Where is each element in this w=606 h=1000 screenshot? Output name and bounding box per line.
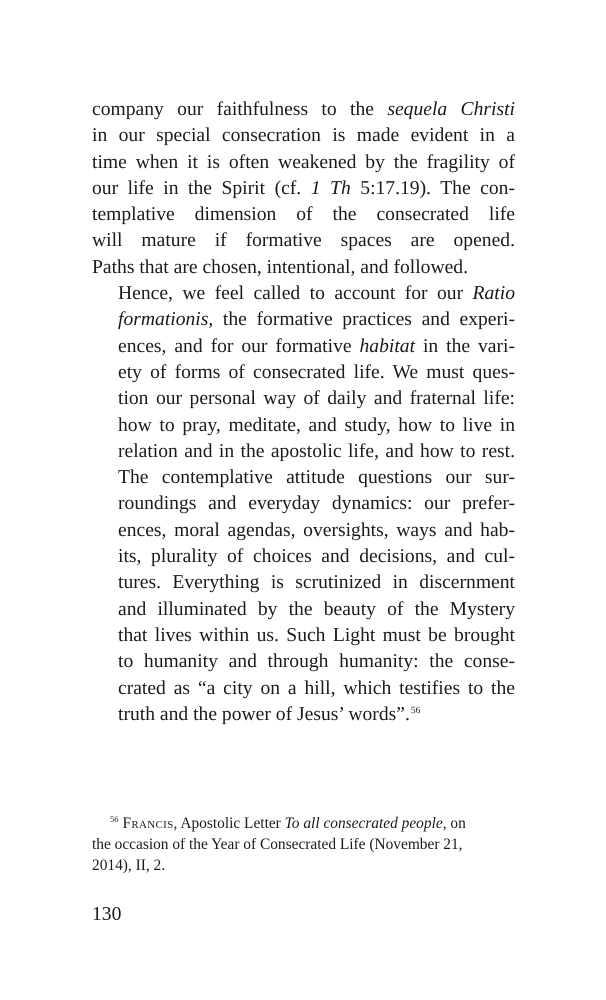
text-run: truth and the power of Jesus’ words”. [118,703,410,725]
text-run: will mature if formative spaces are opened. [92,230,515,252]
footnote-line-3: 2014), II, 2. [92,857,166,874]
text-line [92,465,515,491]
page-number: 130 [92,904,122,925]
text-run: in our special consecration is made evident in a [92,125,515,147]
italic-text-run: sequela Christi [387,99,516,120]
text-line [92,307,515,333]
text-line [92,491,515,517]
text-run: time when it is often weakened by the fragility of [92,151,515,173]
text-line [92,649,515,675]
text-line [92,623,515,649]
text-line [92,97,515,123]
text-line [92,439,515,465]
italic-text-run: formationis [118,309,209,331]
text-run: roundings and everyday dynamics: our prefer- [118,493,515,515]
text-line [92,228,515,254]
text-run: our life in the Spirit (cf. [92,177,311,199]
text-line [92,518,515,544]
footnote-line-1 [92,813,515,834]
text-line [92,386,515,412]
text-line [92,570,515,596]
text-run: tures. Everything is scrutinized in discernment [118,572,515,594]
text-run: crated as “a city on a hill, which testifies to the [118,677,515,699]
text-line [92,281,515,307]
text-run: The contemplative attitude questions our sur- [118,467,515,489]
text-run: Paths that are chosen, intentional, and followed. [92,256,468,278]
footnote-author: Francis [122,815,174,832]
text-run: ety of forms of consecrated life. We must ques- [118,361,515,383]
text-run: ences, and for our formative [118,335,360,357]
text-run: relation and in the apostolic life, and how to rest. [118,440,515,462]
text-run: 5:17.19). The con- [350,177,515,199]
text-run: that lives within us. Such Light must be brought [118,624,515,646]
text-line [92,544,515,570]
footnote-title: To all consecrated people [284,815,443,832]
footnote-number: 56 [110,814,119,825]
footnote-reference[interactable]: 56 [410,705,421,716]
text-run: to humanity and through humanity: the conse- [118,651,515,673]
text-run: , the formative practices and experi- [208,309,515,331]
paragraph-2 [92,281,515,728]
paragraph-1 [92,97,515,281]
text-line [92,676,515,702]
text-line [92,334,515,360]
text-run: how to pray, meditate, and study, how to live in [118,414,515,436]
text-line [92,150,515,176]
footnote [92,813,515,876]
text-run: templative dimension of the consecrated life [92,204,515,226]
text-line [92,176,515,202]
text-line [92,597,515,623]
footnote-text-tail: , on [442,815,466,832]
text-run: company our faithfulness to the [92,99,388,120]
italic-text-run: Ratio [472,283,515,305]
footnote-text-part: , Apostolic Letter [173,815,285,832]
text-line [92,255,515,281]
text-run: ences, moral agendas, oversights, ways and hab- [118,519,515,541]
text-line [92,360,515,386]
text-line [92,123,515,149]
text-run: Hence, we feel called to account for our [118,283,473,305]
text-run: in the vari- [415,335,515,357]
italic-text-run: 1 Th [310,177,351,199]
text-run: tion our personal way of daily and fraternal life: [118,388,515,410]
text-line [92,413,515,439]
text-line [92,202,515,228]
text-line [92,702,515,728]
footnote-line-2: the occasion of the Year of Consecrated Life (November 21, [92,836,463,853]
text-run: its, plurality of choices and decisions, and cul- [118,546,515,568]
page-body [92,97,515,728]
text-run: and illuminated by the beauty of the Mystery [118,598,515,620]
italic-text-run: habitat [359,335,416,357]
